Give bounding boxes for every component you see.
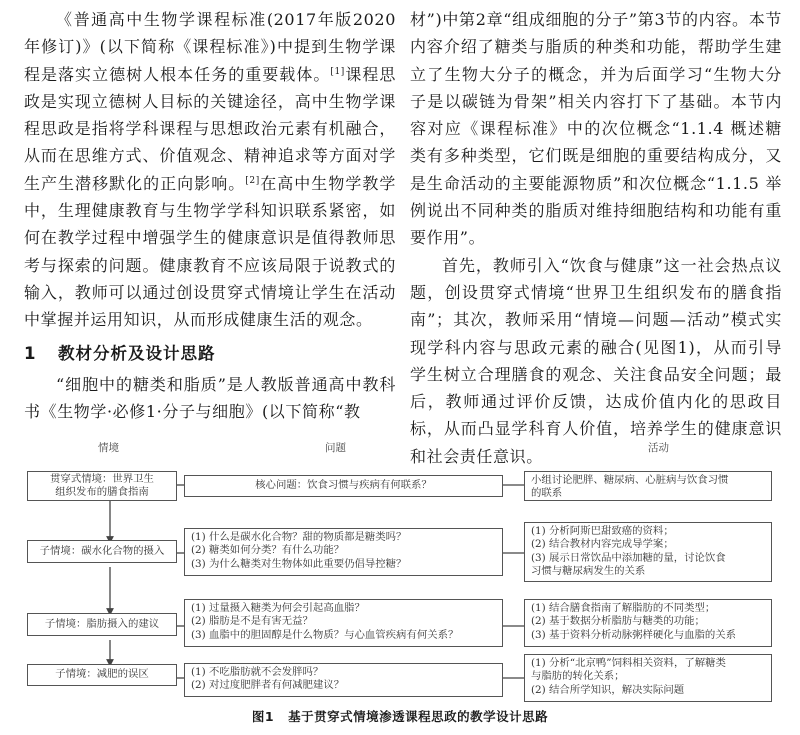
context-line: 子情境：脂肪摄入的建议	[44, 617, 160, 630]
question-box-fat	[184, 599, 503, 647]
question-line: (2) 糖类如何分类？有什么功能？	[191, 544, 345, 557]
activity-line: (1) 分析阿斯巴甜致癌的资料；	[531, 525, 674, 537]
right-column	[410, 6, 782, 470]
question-box-core	[184, 475, 503, 497]
activity-line: 小组讨论肥胖、糖尿病、心脏病与饮食习惯	[531, 474, 729, 486]
activity-line: (3) 展示日常饮品中添加糖的量，讨论饮食	[531, 551, 726, 564]
activity-line: (2) 结合所学知识，解决实际问题	[531, 683, 685, 696]
column-header-question: 问题	[325, 442, 346, 454]
context-box-weight-loss	[27, 664, 177, 686]
question-box-carbohydrate	[184, 528, 503, 576]
column-header-context: 情境	[98, 442, 119, 454]
activity-line: 与脂肪的转化关系；	[531, 670, 625, 683]
section-number: 1	[24, 343, 37, 363]
question-line: (1) 什么是碳水化合物？甜的物质都是糖类吗？	[191, 531, 407, 543]
analysis-paragraph-cont: 材”)中第2章“组成细胞的分子”第3节的内容。本节内容介绍了糖类与脂质的种类和功能，帮助学生建立了生物大分子的概念，并为后面学习“生物大分子是以碳链为骨架”相关内容打下了基础。本节内容对应《课程标准》中的次位概念“1.1.4 概述糖类有多种类型，它们既是细胞的重要结构成分，又是生命活动的主要能源物质”和次位概念“1.1.5 举例说出不同种类的脂质对维持细胞结构和功能有重要作用”。	[410, 10, 782, 248]
question-line: (2) 脂肪是不是有害无益？	[191, 615, 313, 628]
figure-1-diagram	[0, 440, 800, 700]
question-line: (2) 对过度肥胖者有何减肥建议？	[191, 679, 345, 692]
question-line: (1) 过量摄入糖类为何会引起高血脂？	[191, 602, 365, 614]
intro-text-c: 在高中生物学教学中，生理健康教育与生物学学科知识联系紧密，如何在教学过程中增强学生的健康意识是值得教师思考与探索的问题。健康教育不应该局限于说教式的输入，教师可以通过创设贯穿式情境让学生在活动中掌握并运用知识，从而形成健康生活的观念。	[24, 173, 396, 330]
context-box-carbohydrate	[27, 540, 177, 563]
activity-line: (2) 基于数据分析脂肪与糖类的功能；	[531, 615, 705, 628]
context-line: 子情境：减肥的误区	[55, 668, 149, 681]
left-column	[24, 6, 396, 425]
citation-ref-1[interactable]: [1]	[330, 66, 345, 77]
figure-title: 基于贯穿式情境渗透课程思政的教学设计思路	[288, 709, 549, 724]
context-box-main	[27, 471, 177, 501]
column-header-activity: 活动	[648, 442, 669, 454]
activity-box-3	[524, 599, 772, 647]
question-line: (3) 血脂中的胆固醇是什么物质？与心血管疾病有何关系？	[191, 628, 459, 641]
context-line: 贯穿式情境：世界卫生	[50, 472, 154, 485]
question-line: (1) 不吃脂肪就不会发胖吗？	[191, 666, 324, 678]
intro-text-b: 课程思政是实现立德树人目标的关键途径，高中生物学课程思政是指将学科课程与思想政治元素有机融合，从而在思维方式、价值观念、精神追求等方面对学生产生潜移默化的正向影响。	[24, 64, 396, 193]
figure-label: 图1	[251, 709, 275, 724]
activity-line: (1) 结合膳食指南了解脂肪的不同类型；	[531, 602, 716, 614]
analysis-paragraph-start: “细胞中的糖类和脂质”是人教版普通高中教科书《生物学·必修1·分子与细胞》(以下简称“教	[24, 374, 396, 422]
question-line: (3) 为什么糖类对生物体如此重要仍倡导控糖？	[191, 557, 407, 570]
question-line: 核心问题：饮食习惯与疾病有何联系？	[255, 479, 432, 492]
activity-line: (1) 分析“北京鸭”饲料相关资料，了解糖类	[531, 657, 726, 669]
context-line: 子情境：碳水化合物的摄入	[39, 544, 165, 557]
section-heading	[24, 340, 396, 367]
intro-paragraph	[24, 6, 396, 334]
intro-text-a: 《普通高中生物学课程标准(2017年版2020年修订)》(以下简称《课程标准》)中提到生物学课程是落实立德树人根本任务的重要载体。	[24, 10, 396, 84]
context-line: 组织发布的膳食指南	[55, 486, 149, 498]
activity-box-2	[524, 522, 772, 582]
activity-box-4	[524, 654, 772, 702]
activity-line: 习惯与糖尿病发生的关系	[531, 565, 646, 578]
question-box-weight-loss	[184, 663, 503, 697]
figure-caption	[0, 707, 800, 725]
section-title: 教材分析及设计思路	[58, 343, 216, 363]
activity-line: (2) 结合教材内容完成导学案；	[531, 538, 674, 551]
activity-line: (3) 基于资料分析动脉粥样硬化与血脂的关系	[531, 628, 737, 641]
activity-box-1	[524, 471, 772, 501]
citation-ref-2[interactable]: [2]	[245, 175, 260, 186]
design-paragraph: 首先，教师引入“饮食与健康”这一社会热点议题，创设贯穿式情境“世界卫生组织发布的膳食指南”；其次，教师采用“情境—问题—活动”模式实现学科内容与思政元素的融合(见图1)，从而引导学生树立合理膳食的观念、关注食品安全问题；最后，教师通过评价反馈，达成价值内化的思政目标，从而凸显学科育人价值，培养学生的健康意识和社会责任意识。	[410, 255, 782, 466]
activity-line: 的联系	[531, 487, 563, 500]
context-box-fat	[27, 613, 177, 636]
